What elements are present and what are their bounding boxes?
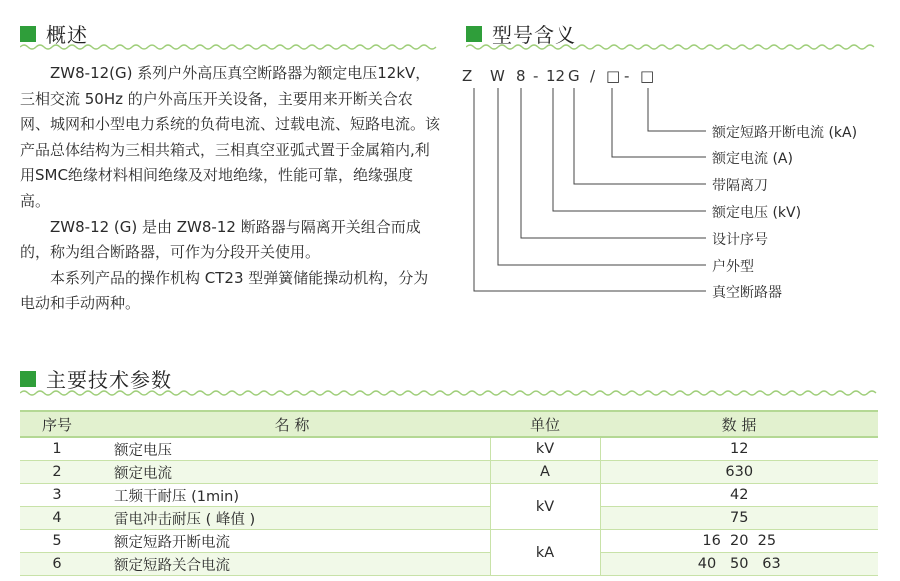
model-code-dash: - <box>533 67 539 85</box>
model-code-w: W <box>490 67 505 85</box>
row-no: 5 <box>20 530 94 553</box>
model-code-box-2: □ <box>640 67 655 85</box>
table-row <box>20 484 878 507</box>
table-row <box>20 507 878 530</box>
row-value: 40 50 63 <box>600 553 878 576</box>
row-name: 工频干耐压 (1min) <box>94 484 490 507</box>
row-name: 额定短路关合电流 <box>94 553 490 576</box>
table-header-row <box>20 411 878 437</box>
row-unit: kA <box>490 530 600 576</box>
legend-rated-current: 额定电流 (A) <box>712 151 793 167</box>
row-name: 雷电冲击耐压 ( 峰值 ) <box>94 507 490 530</box>
table-row <box>20 530 878 553</box>
model-code-8: 8 <box>516 67 526 85</box>
overview-paragraph-2: ZW8-12 (G) 是由 ZW8-12 断路器与隔离开关组合而成的，称为组合断路器，可作为分段开关使用。 <box>20 217 421 262</box>
row-value: 12 <box>600 437 878 461</box>
overview-paragraph-1: ZW8-12(G) 系列户外高压真空断路器为额定电压12kV，三相交流 50Hz 的户外高压开关设备，主要用来开断关合农网、城网和小型电力系统的负荷电流、过载电流、短路电流。该产品总体结构为三相共箱式，三相真空亚弧式置于金属箱内,利用SMC绝缘材料相间绝缘及对地绝缘，性能可靠，绝缘强度高。 <box>20 64 441 210</box>
table-row <box>20 437 878 461</box>
table-row <box>20 461 878 484</box>
row-value: 630 <box>600 461 878 484</box>
overview-paragraph-3: 本系列产品的操作机构 CT23 型弹簧储能操动机构，分为电动和手动两种。 <box>20 268 429 313</box>
legend-vacuum-breaker: 真空断路器 <box>712 285 782 301</box>
table-row <box>20 553 878 576</box>
header-value: 数 据 <box>600 411 878 437</box>
model-code-z: Z <box>462 67 473 85</box>
specs-title: 主要技术参数 <box>46 368 172 392</box>
row-no: 4 <box>20 507 94 530</box>
row-unit: kV <box>490 484 600 530</box>
section-square-icon <box>20 371 36 387</box>
row-value: 42 <box>600 484 878 507</box>
header-name: 名 称 <box>94 411 490 437</box>
overview-title: 概述 <box>46 23 88 47</box>
row-name: 额定短路开断电流 <box>94 530 490 553</box>
legend-design-number: 设计序号 <box>712 232 768 248</box>
specs-table <box>20 410 878 576</box>
row-value: 75 <box>600 507 878 530</box>
row-name: 额定电流 <box>94 461 490 484</box>
header-unit: 单位 <box>490 411 600 437</box>
legend-outdoor: 户外型 <box>712 259 754 275</box>
row-no: 3 <box>20 484 94 507</box>
legend-rated-voltage: 额定电压 (kV) <box>712 205 802 221</box>
row-value: 16 20 25 <box>600 530 878 553</box>
model-code-12: 12 <box>546 67 566 85</box>
row-unit: kV <box>490 437 600 461</box>
row-unit: A <box>490 461 600 484</box>
legend-short-circuit-breaking: 额定短路开断电流 (kA) <box>712 125 858 141</box>
specs-divider <box>20 389 878 397</box>
row-no: 2 <box>20 461 94 484</box>
model-code-g: G <box>568 67 580 85</box>
model-code-box-1: □ <box>606 67 621 85</box>
row-name: 额定电压 <box>94 437 490 461</box>
model-title: 型号含义 <box>492 23 576 47</box>
legend-isolating-blade: 带隔离刀 <box>712 178 768 194</box>
row-no: 6 <box>20 553 94 576</box>
header-no: 序号 <box>20 411 94 437</box>
row-no: 1 <box>20 437 94 461</box>
model-code-dash-2: - <box>624 67 630 85</box>
model-code-slash: / <box>590 67 596 85</box>
